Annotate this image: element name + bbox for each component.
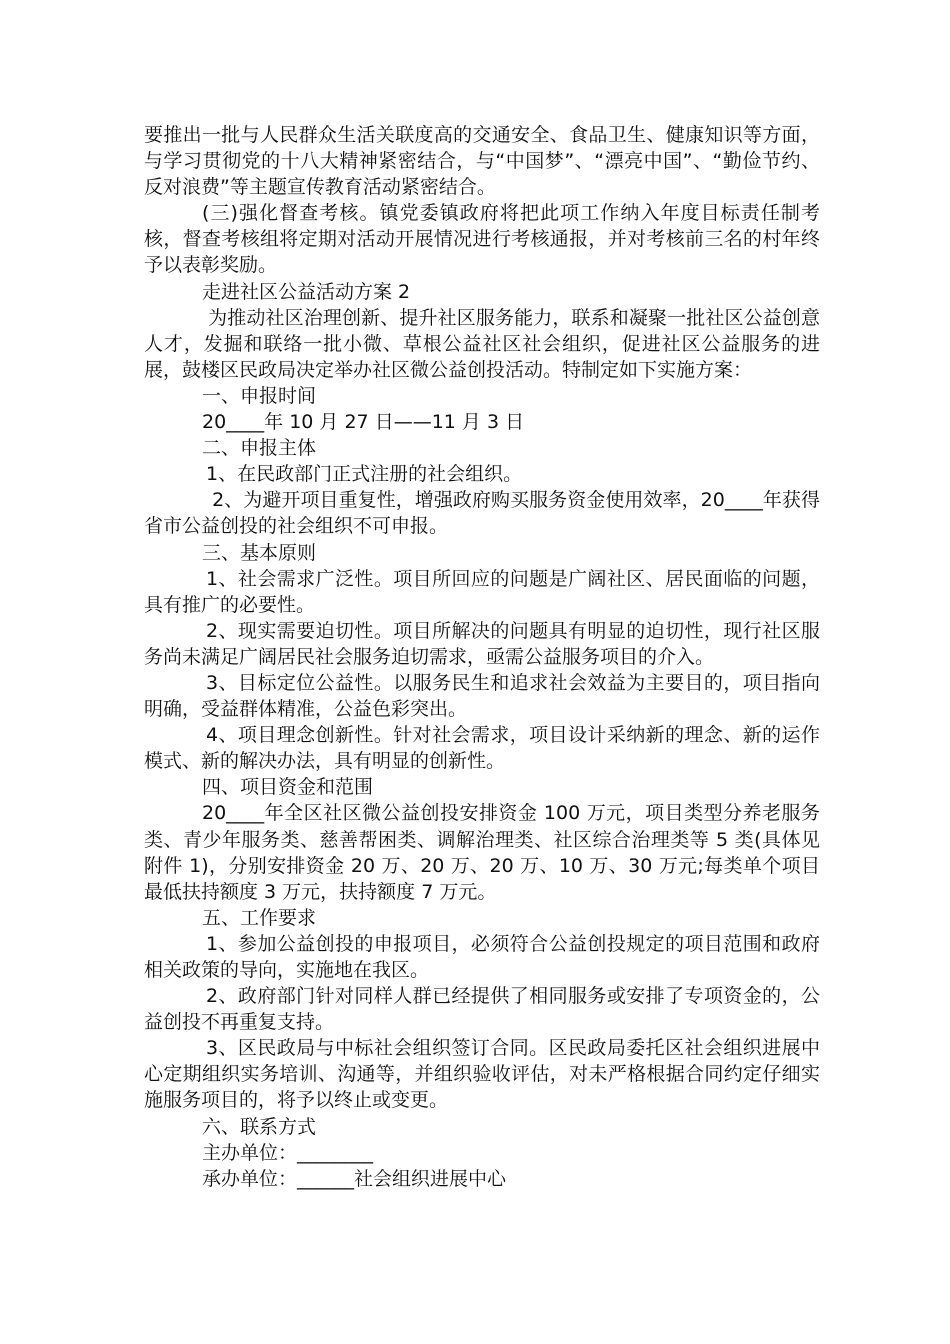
list-item: 1、在民政部门正式注册的社会组织。 bbox=[206, 463, 523, 486]
section-heading: 六、联系方式 bbox=[202, 1115, 317, 1138]
list-item: 1、社会需求广泛性。项目所回应的问题是广阔社区、居民面临的问题，具有推广的必要性。 bbox=[144, 567, 820, 616]
list-item: 2、政府部门针对同样人群已经提供了相同服务或安排了专项资金的，公益创投不再重复支持。 bbox=[144, 985, 820, 1034]
list-item: 3、区民政局与中标社会组织签订合同。区民政局委托区社会组织进展中心定期组织实务培训、沟通等，并组织验收评估，对未严格根据合同约定仔细实施服务项目的，将予以终止或变更。 bbox=[144, 1037, 820, 1112]
contact-line: 主办单位：________ bbox=[202, 1141, 374, 1164]
paragraph: 20____年全区社区微公益创投安排资金 100 万元，项目类型分养老服务类、青少年服务类、慈善帮困类、调解治理类、社区综合治理类等 5 类(具体见附件 1)，分别安排资金 20 万、20 万、20 万、10 万、30 万元;每类单个项目最低扶持额度 3 万元，扶持额度 7 万元。 bbox=[144, 802, 820, 903]
contact-line: 承办单位：______社会组织进展中心 bbox=[202, 1167, 507, 1190]
list-item: 2、现实需要迫切性。项目所解决的问题具有明显的迫切性，现行社区服务尚未满足广阔居民社会服务迫切需求，亟需公益服务项目的介入。 bbox=[144, 619, 820, 668]
list-item: 3、目标定位公益性。以服务民生和追求社会效益为主要目的，项目指向明确，受益群体精准，公益色彩突出。 bbox=[144, 671, 820, 721]
paragraph: (三)强化督查考核。镇党委镇政府将把此项工作纳入年度目标责任制考核，督查考核组将定期对活动开展情况进行考核通报，并对考核前三名的村年终予以表彰奖励。 bbox=[144, 202, 820, 277]
section-heading: 四、项目资金和范围 bbox=[202, 776, 374, 799]
section-heading: 一、申报时间 bbox=[202, 384, 317, 407]
paragraph: 20____年 10 月 27 日——11 月 3 日 bbox=[202, 411, 525, 434]
section-heading: 五、工作要求 bbox=[202, 906, 317, 929]
section-heading: 走进社区公益活动方案 2 bbox=[202, 280, 411, 303]
paragraph: 为推动社区治理创新、提升社区服务能力，联系和凝聚一批社区公益创意人才，发掘和联络一批小微、草根公益社区社会组织，促进社区公益服务的进展，鼓楼区民政局决定举办社区微公益创投活动。特制定如下实施方案： bbox=[144, 306, 820, 381]
section-heading: 二、申报主体 bbox=[202, 437, 317, 460]
paragraph: 要推出一批与人民群众生活关联度高的交通安全、食品卫生、健康知识等方面，与学习贯彻党的十八大精神紧密结合，与“中国梦”、“漂亮中国”、“勤俭节约、反对浪费”等主题宣传教育活动紧密结合。 bbox=[144, 124, 820, 199]
list-item: 2、为避开项目重复性，增强政府购买服务资金使用效率，20____年获得省市公益创投的社会组织不可申报。 bbox=[144, 489, 820, 538]
list-item: 1、参加公益创投的申报项目，必须符合公益创投规定的项目范围和政府相关政策的导向，实施地在我区。 bbox=[144, 932, 820, 981]
list-item: 4、项目理念创新性。针对社会需求，项目设计采纳新的理念、新的运作模式、新的解决办法，具有明显的创新性。 bbox=[144, 724, 820, 773]
section-heading: 三、基本原则 bbox=[202, 541, 317, 564]
document-body bbox=[144, 122, 820, 1192]
